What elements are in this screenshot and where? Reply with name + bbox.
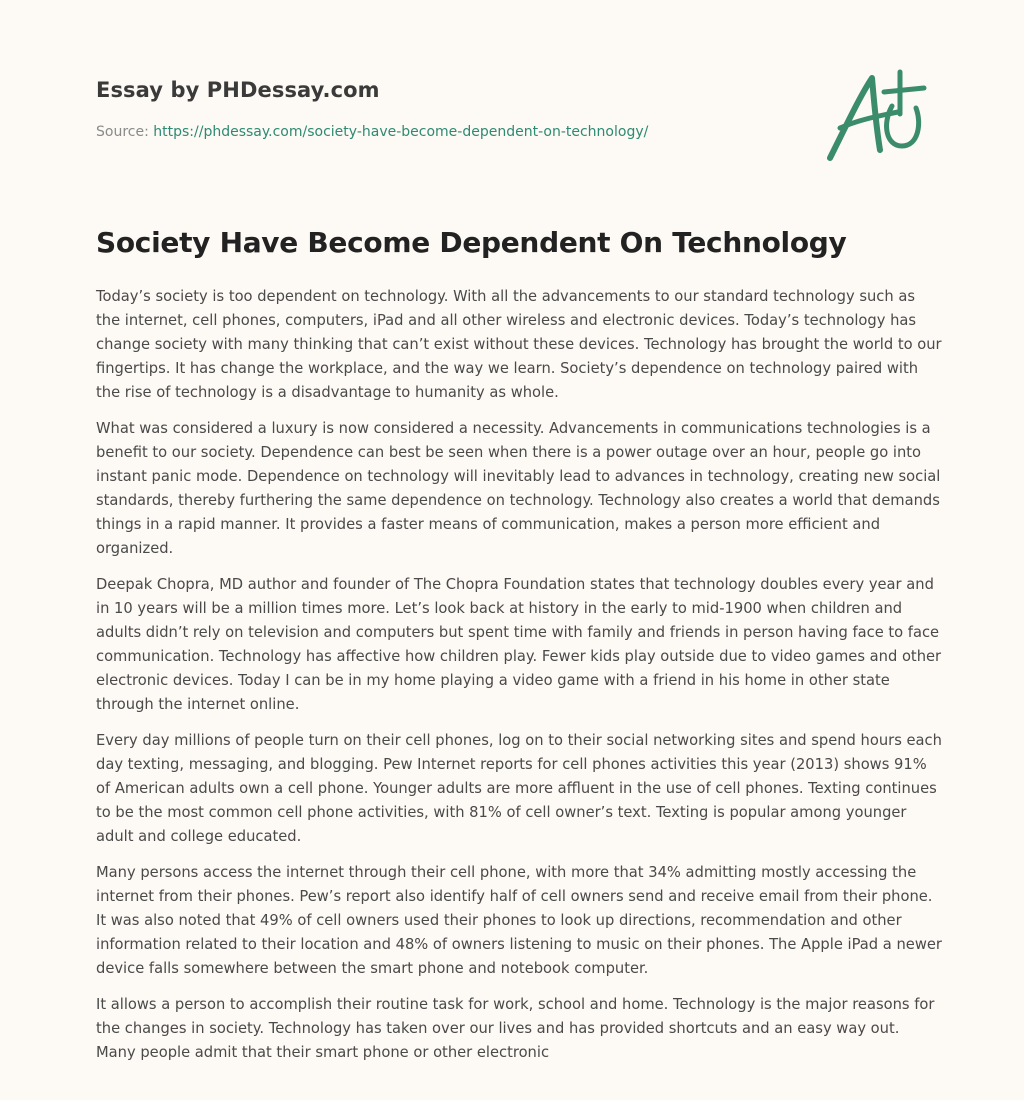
essay-paragraph: Today’s society is too dependent on technology. With all the advancements to our standard technology such as the internet, cell phones, computers, iPad and all other wireless and electronic devices. Today’s technology has change society with many thinking that can’t exist without these devices. Technology has brought the world to our fingertips. It has change the workplace, and the way we learn. Society’s dependence on technology paired with the rise of technology is a disadvantage to humanity as whole. [96,288,942,401]
source-label: Source: [96,124,149,140]
source-line [96,124,648,140]
a-plus-logo-icon [820,66,930,166]
essay-body [96,285,942,1077]
source-link[interactable]: https://phdessay.com/society-have-become-dependent-on-technology/ [153,124,649,140]
essay-paragraph: Many persons access the internet through their cell phone, with more that 34% admitting mostly accessing the internet from their phones. Pew’s report also identify half of cell owners send and receive email from their phone. It was also noted that 49% of cell owners used their phones to look up directions, recommendation and other information related to their location and 48% of owners listening to music on their phones. The Apple iPad a newer device falls somewhere between the smart phone and notebook computer. [96,864,942,977]
essay-paragraph: Deepak Chopra, MD author and founder of The Chopra Foundation states that technology doubles every year and in 10 years will be a million times more. Let’s look back at history in the early to mid-1900 when children and adults didn’t rely on television and computers but spent time with family and friends in person having face to face communication. Technology has affective how children play. Fewer kids play outside due to video games and other electronic devices. Today I can be in my home playing a video game with a friend in his home in other state through the internet online. [96,576,942,713]
essay-title: Society Have Become Dependent On Technology [96,226,847,259]
brand-title: Essay by PHDessay.com [96,78,380,102]
essay-paragraph: It allows a person to accomplish their routine task for work, school and home. Technology is the major reasons for the changes in society. Technology has taken over our lives and has provided shortcuts and an easy way out. Many people admit that their smart phone or other electronic [96,996,935,1061]
essay-paragraph: What was considered a luxury is now considered a necessity. Advancements in communications technologies is a benefit to our society. Dependence can best be seen when there is a power outage over an hour, people go into instant panic mode. Dependence on technology will inevitably lead to advances in technology, creating new social standards, thereby furthering the same dependence on technology. Technology also creates a world that demands things in a rapid manner. It provides a faster means of communication, makes a person more efficient and organized. [96,420,941,557]
essay-paragraph: Every day millions of people turn on their cell phones, log on to their social networking sites and spend hours each day texting, messaging, and blogging. Pew Internet reports for cell phones activities this year (2013) shows 91% of American adults own a cell phone. Younger adults are more affluent in the use of cell phones. Texting continues to be the most common cell phone activities, with 81% of cell owner’s text. Texting is popular among younger adult and college educated. [96,732,942,845]
